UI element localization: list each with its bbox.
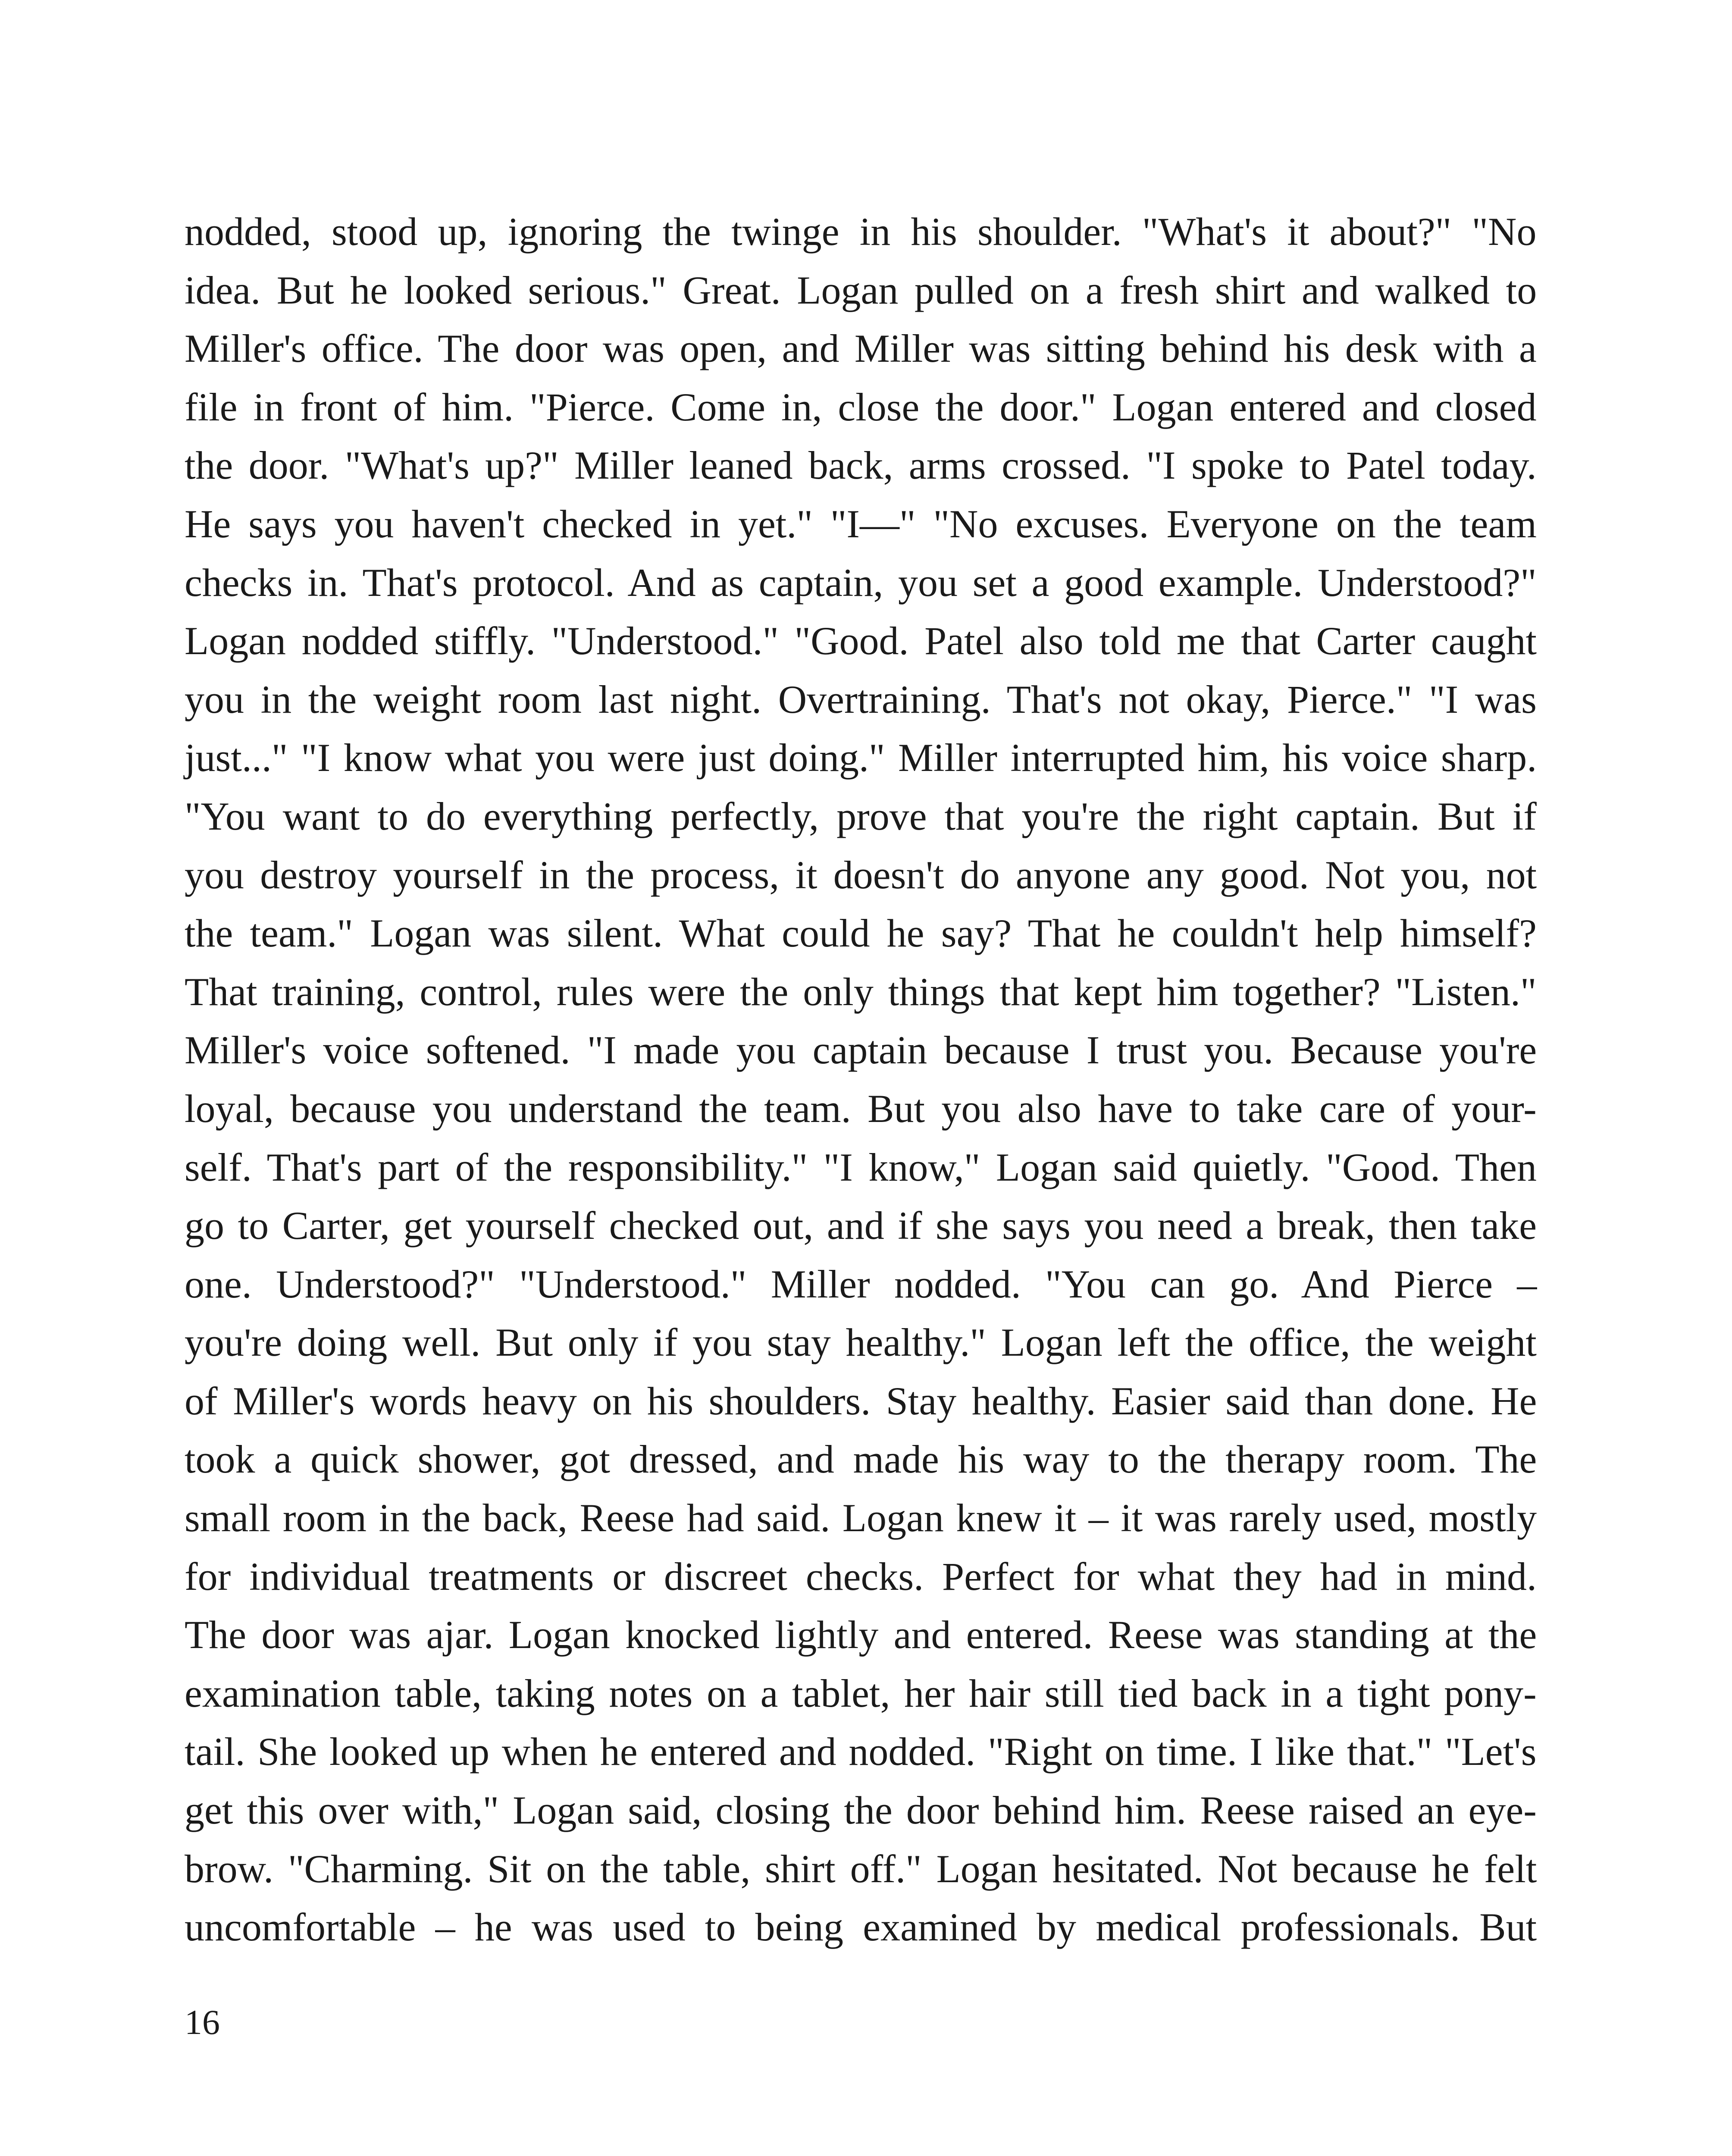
text-line: you destroy yourself in the process, it doesn't do anyone any good. Not you, not (185, 852, 1537, 897)
text-line: just..." "I know what you were just doing." Miller interrupted him, his voice sharp. (185, 736, 1537, 780)
text-line: idea. But he looked serious." Great. Logan pulled on a fresh shirt and walked to (185, 268, 1537, 312)
text-line: That training, control, rules were the only things that kept him together? "Listen." (185, 969, 1537, 1014)
text-line: Miller's office. The door was open, and Miller was sitting behind his desk with a (185, 326, 1537, 371)
text-line: get this over with," Logan said, closing the door behind him. Reese raised an eye- (185, 1788, 1537, 1833)
text-line: The door was ajar. Logan knocked lightly and entered. Reese was standing at the (185, 1613, 1537, 1657)
text-line: Miller's voice softened. "I made you captain because I trust you. Because you're (185, 1028, 1537, 1072)
text-line: examination table, taking notes on a tablet, her hair still tied back in a tight pony- (185, 1671, 1537, 1715)
text-line: you in the weight room last night. Overtraining. That's not okay, Pierce." "I was (185, 677, 1537, 721)
page-number: 16 (185, 2002, 220, 2042)
text-line: of Miller's words heavy on his shoulders. Stay healthy. Easier said than done. He (185, 1379, 1537, 1423)
text-line: small room in the back, Reese had said. Logan knew it – it was rarely used, mostly (185, 1496, 1537, 1540)
text-line: checks in. That's protocol. And as captain, you set a good example. Understood?" (185, 560, 1537, 605)
text-line: uncomfortable – he was used to being examined by medical professionals. But (185, 1905, 1537, 1949)
text-line: nodded, stood up, ignoring the twinge in his shoulder. "What's it about?" "No (185, 210, 1537, 254)
text-line: one. Understood?" "Understood." Miller nodded. "You can go. And Pierce – (185, 1262, 1537, 1306)
text-line: for individual treatments or discreet checks. Perfect for what they had in mind. (185, 1554, 1537, 1598)
text-line: "You want to do everything perfectly, prove that you're the right captain. But if (185, 794, 1537, 838)
text-line: go to Carter, get yourself checked out, and if she says you need a break, then take (185, 1203, 1537, 1248)
text-line: loyal, because you understand the team. But you also have to take care of your- (185, 1086, 1537, 1131)
body-text (185, 203, 1537, 1957)
text-line: the door. "What's up?" Miller leaned back, arms crossed. "I spoke to Patel today. (185, 443, 1537, 488)
text-line: tail. She looked up when he entered and nodded. "Right on time. I like that." "Let's (185, 1730, 1537, 1774)
text-line: file in front of him. "Pierce. Come in, close the door." Logan entered and closed (185, 385, 1537, 429)
text-line: took a quick shower, got dressed, and made his way to the therapy room. The (185, 1437, 1537, 1482)
text-line: He says you haven't checked in yet." "I—" "No excuses. Everyone on the team (185, 501, 1537, 546)
text-line: you're doing well. But only if you stay healthy." Logan left the office, the weight (185, 1320, 1537, 1365)
text-line: brow. "Charming. Sit on the table, shirt off." Logan hesitated. Not because he felt (185, 1846, 1537, 1891)
text-line: Logan nodded stiffly. "Understood." "Good. Patel also told me that Carter caught (185, 619, 1537, 663)
text-line: self. That's part of the responsibility." "I know," Logan said quietly. "Good. Then (185, 1145, 1537, 1189)
text-line: the team." Logan was silent. What could he say? That he couldn't help himself? (185, 911, 1537, 956)
